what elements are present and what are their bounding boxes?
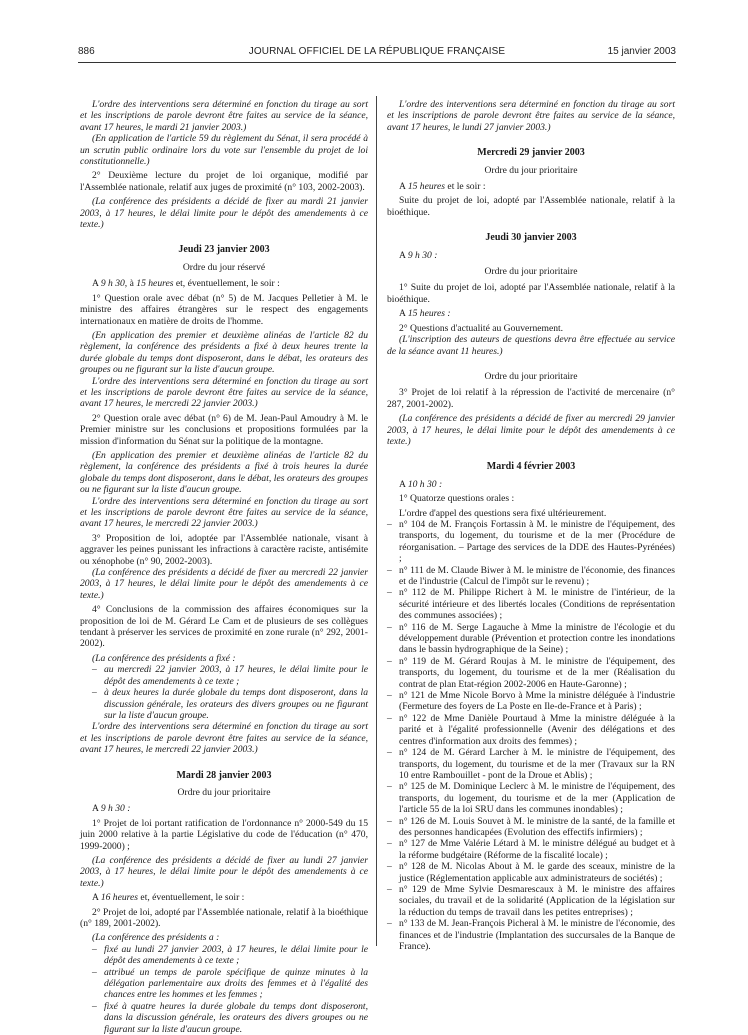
paragraph: (L'inscription des auteurs de questions devra être effectuée au service de la séance avant 11 heures.)	[387, 334, 675, 357]
list-item: – au mercredi 22 janvier 2003, à 17 heures, le délai limite pour le dépôt des amendements à ce texte ;	[92, 664, 368, 687]
paragraph: 3° Projet de loi relatif à la répression de l'activité de mercenaire (n° 287, 2001-2002).	[387, 387, 675, 410]
paragraph: L'ordre des interventions sera déterminé en fonction du tirage au sort et les inscriptions de parole devront être faites au service de la séance, avant 17 heures, le mercredi 22 janvier 2003.)	[80, 375, 368, 410]
time-suffix: et, éventuellement, le soir :	[173, 278, 280, 290]
question-item: – n° 111 de M. Claude Biwer à M. le ministre de l'économie, des finances et de l'industrie (Calcul de l'impôt sur le revenu) ;	[387, 565, 675, 588]
time-prefix: A	[399, 308, 408, 320]
paragraph: (La conférence des présidents a décidé de fixer au lundi 27 janvier 2003, à 17 heures, le délai limite pour le dépôt des amendements à ce texte.)	[80, 854, 368, 889]
paragraph: (En application de l'article 59 du règlement du Sénat, il sera procédé à un scrutin public ordinaire lors du vote sur l'ensemble du projet de loi constitutionnelle.)	[80, 133, 368, 168]
time-suffix: et, éventuellement, le soir :	[138, 892, 245, 904]
session-time	[387, 308, 675, 319]
paragraph: L'ordre des interventions sera déterminé en fonction du tirage au sort et les inscriptions de parole devront être faites au service de la séance, avant 17 heures, le mercredi 22 janvier 2003.)	[80, 495, 368, 530]
question-item: – n° 116 de M. Serge Lagauche à Mme la ministre de l'écologie et du développement durable (Prévention et protection contre les inondations dans le bassin hydrographique de la Seine) ;	[387, 622, 675, 656]
session-time	[387, 181, 675, 192]
dash-list	[80, 944, 368, 1035]
time-prefix: A	[399, 249, 408, 261]
agenda-type: Ordre du jour prioritaire	[484, 370, 578, 382]
paragraph: 4° Conclusions de la commission des affaires économiques sur la proposition de loi de M. Gérard Le Cam et de plusieurs de ses collègues tendant à préserver les services de proximité en zone rurale (n° 292, 2001-2002).	[80, 604, 368, 650]
right-column	[387, 99, 675, 952]
time-sep: , à	[124, 278, 137, 290]
time-value: 9 h 30 :	[407, 249, 438, 261]
agenda-type: Ordre du jour prioritaire	[177, 786, 271, 798]
question-item: – n° 119 de M. Gérard Roujas à M. le ministre de l'équipement, des transports, du logement, du tourisme et de la mer (Réalisation du contrat de plan Etat-région 2002-2006 en Haute-Garonne) ;	[387, 656, 675, 690]
time-value: 9 h 30 :	[100, 803, 131, 815]
paragraph: 2° Question orale avec débat (n° 6) de M. Jean-Paul Amoudry à M. le Premier ministre sur les conclusions et propositions formulées par la mission d'information du Sénat sur la politique de la montagne.	[80, 412, 368, 447]
paragraph: 1° Projet de loi portant ratification de l'ordonnance n° 2000-549 du 15 juin 2000 relative à la partie Législative du code de l'éducation (n° 470, 1999-2000) ;	[80, 817, 368, 852]
question-item: – n° 126 de M. Louis Souvet à M. le ministre de la santé, de la famille et des personnes handicapées (Evolution des effectifs infirmiers) ;	[387, 816, 675, 839]
session-time	[387, 479, 675, 490]
paragraph: L'ordre des interventions sera déterminé en fonction du tirage au sort et les inscriptions de parole devront être faites au service de la séance, avant 17 heures, le mercredi 22 janvier 2003.)	[80, 721, 368, 756]
paragraph: 2° Deuxième lecture du projet de loi organique, modifié par l'Assemblée nationale, relatif aux juges de proximité (n° 103, 2002-2003).	[80, 170, 368, 193]
paragraph: 1° Quatorze questions orales :	[399, 493, 515, 505]
time-prefix: A	[92, 803, 101, 815]
question-item: – n° 125 de M. Dominique Leclerc à M. le ministre de l'équipement, des transports, du logement, du tourisme et de la mer (Application de l'article 55 de la loi SRU dans les communes inondables) ;	[387, 781, 675, 815]
time-prefix: A	[399, 181, 408, 193]
agenda-type: Ordre du jour réservé	[182, 261, 266, 273]
list-item: – attribué un temps de parole spécifique de quinze minutes à la délégation parlementaire aux droits des femmes et à l'égalité des chances entre les hommes et les femmes ;	[92, 967, 368, 1001]
paragraph: (En application des premier et deuxième alinéas de l'article 82 du règlement, la conférence des présidents a fixé à trois heures la durée globale du temps dont disposeront, dans le débat, les orateurs des groupes ou ne figurant sur la liste d'aucun groupe.	[80, 449, 368, 496]
paragraph: 2° Projet de loi, adopté par l'Assemblée nationale, relatif à la bioéthique (n° 189, 2001-2002).	[80, 906, 368, 929]
question-item: – n° 124 de M. Gérard Larcher à M. le ministre de l'équipement, des transports, du logement, du tourisme et de la mer (Travaux sur la RN 10 entre Rambouillet - pont de la Droue et Ablis) ;	[387, 747, 675, 781]
question-item: – n° 133 de M. Jean-François Picheral à M. le ministre de l'économie, des finances et de l'industrie (Implantation des succursales de la Banque de France).	[387, 918, 675, 952]
header-rule	[78, 62, 676, 63]
paragraph: (La conférence des présidents a fixé :	[92, 652, 236, 664]
left-column	[80, 99, 368, 1035]
session-time	[80, 892, 368, 903]
time-value: 16 heures	[100, 892, 139, 904]
day-heading: Mardi 28 janvier 2003	[176, 769, 272, 781]
list-item: – fixé au lundi 27 janvier 2003, à 17 heures, le délai limite pour le dépôt des amendements à ce texte ;	[92, 944, 368, 967]
oral-questions-list	[387, 519, 675, 952]
paragraph: Suite du projet de loi, adopté par l'Assemblée nationale, relatif à la bioéthique.	[387, 195, 675, 218]
paragraph: (La conférence des présidents a décidé de fixer au mercredi 29 janvier 2003, à 17 heures, le délai limite pour le dépôt des amendements à ce texte.)	[387, 413, 675, 447]
agenda-type: Ordre du jour prioritaire	[484, 164, 578, 176]
column-divider	[376, 96, 377, 946]
time-value: 9 h 30	[100, 278, 125, 290]
session-time	[387, 250, 675, 261]
paragraph: (En application des premier et deuxième alinéas de l'article 82 du règlement, la conférence des présidents a fixé à deux heures trente la durée globale du temps dont disposeront, dans le débat, les orateurs des groupes ou ne figurant sur la liste d'aucun groupe.	[80, 329, 368, 376]
day-heading: Mardi 4 février 2003	[486, 461, 576, 473]
time-value: 10 h 30 :	[407, 478, 443, 490]
page-number: 886	[78, 46, 95, 57]
journal-title: JOURNAL OFFICIEL DE LA RÉPUBLIQUE FRANÇAISE	[248, 46, 506, 57]
time-value: 15 heures :	[407, 308, 451, 320]
list-item: – à deux heures la durée globale du temps dont disposeront, dans la discussion générale, les orateurs des divers groupes ou ne figurant sur la liste d'aucun groupe.	[92, 687, 368, 721]
question-item: – n° 104 de M. François Fortassin à M. le ministre de l'équipement, des transports, du logement, du tourisme et de la mer (Procédure de réorganisation. – Partage des services de la DDE des Hautes-Pyrénées) ;	[387, 519, 675, 565]
time-value: 15 heures	[407, 181, 446, 193]
list-item: – fixé à quatre heures la durée globale du temps dont disposeront, dans la discussion générale, les orateurs des divers groupes ou ne figurant sur la liste d'aucun groupe.	[92, 1001, 368, 1035]
question-item: – n° 129 de Mme Sylvie Desmarescaux à M. le ministre des affaires sociales, du travail et de la solidarité (Application de la législation sur la réduction du temps de travail dans les petites entreprises) ;	[387, 884, 675, 918]
time-prefix: A	[399, 478, 408, 490]
page-header	[78, 44, 676, 60]
question-item: – n° 127 de Mme Valérie Létard à M. le ministre délégué au budget et à la réforme budgétaire (Réforme de la fiscalité locale) ;	[387, 838, 675, 861]
day-heading: Mercredi 29 janvier 2003	[477, 147, 585, 159]
time-prefix: A	[92, 278, 101, 290]
session-time	[80, 278, 368, 289]
paragraph: 1° Suite du projet de loi, adopté par l'Assemblée nationale, relatif à la bioéthique.	[387, 282, 675, 305]
agenda-type: Ordre du jour prioritaire	[484, 266, 578, 278]
question-item: – n° 121 de Mme Nicole Borvo à Mme la ministre déléguée à l'industrie (Fermeture des foyers de La Poste en Ile-de-France et à Paris) ;	[387, 690, 675, 713]
issue-date: 15 janvier 2003	[607, 46, 676, 57]
dash-list	[80, 664, 368, 721]
time-prefix: A	[92, 892, 101, 904]
session-time	[80, 803, 368, 814]
paragraph: (La conférence des présidents a décidé de fixer au mercredi 22 janvier 2003, à 17 heures, le délai limite pour le dépôt des amendements à ce texte.)	[80, 567, 368, 601]
day-heading: Jeudi 30 janvier 2003	[485, 232, 577, 244]
paragraph: L'ordre des interventions sera déterminé en fonction du tirage au sort et les inscriptions de parole devront être faites au service de la séance, avant 17 heures, le lundi 27 janvier 2003.)	[387, 99, 675, 133]
paragraph: L'ordre des interventions sera déterminé en fonction du tirage au sort et les inscriptions de parole devront être faites au service de la séance, avant 17 heures, le mardi 21 janvier 2003.)	[80, 99, 368, 133]
paragraph: L'ordre d'appel des questions sera fixé ultérieurement.	[399, 507, 607, 519]
time-suffix: et le soir :	[445, 181, 486, 193]
day-heading: Jeudi 23 janvier 2003	[178, 244, 270, 256]
question-item: – n° 122 de Mme Danièle Pourtaud à Mme la ministre déléguée à la parité et à l'égalité professionnelle (Avenir des délégations et des centres d'information aux droits des femmes) ;	[387, 713, 675, 747]
time-value: 15 heures	[136, 278, 174, 290]
paragraph: 1° Question orale avec débat (n° 5) de M. Jacques Pelletier à M. le ministre des affaires étrangères sur le respect des engagements internationaux en matière de droits de l'homme.	[80, 292, 368, 327]
question-item: – n° 128 de M. Nicolas About à M. le garde des sceaux, ministre de la justice (Réglementation applicable aux administrateurs de sociétés) ;	[387, 861, 675, 884]
paragraph: (La conférence des présidents a décidé de fixer au mardi 21 janvier 2003, à 17 heures, le délai limite pour le dépôt des amendements à ce texte.)	[80, 196, 368, 231]
paragraph: 3° Proposition de loi, adoptée par l'Assemblée nationale, visant à aggraver les peines punissant les infractions à caractère raciste, antisémite ou xénophobe (n° 90, 2002-2003).	[80, 532, 368, 567]
paragraph: (La conférence des présidents a :	[92, 932, 220, 944]
paragraph: 2° Questions d'actualité au Gouvernement.	[399, 322, 564, 334]
question-item: – n° 112 de M. Philippe Richert à M. le ministre de l'intérieur, de la sécurité intérieure et des libertés locales (Conditions de représentation des communes associées) ;	[387, 587, 675, 621]
